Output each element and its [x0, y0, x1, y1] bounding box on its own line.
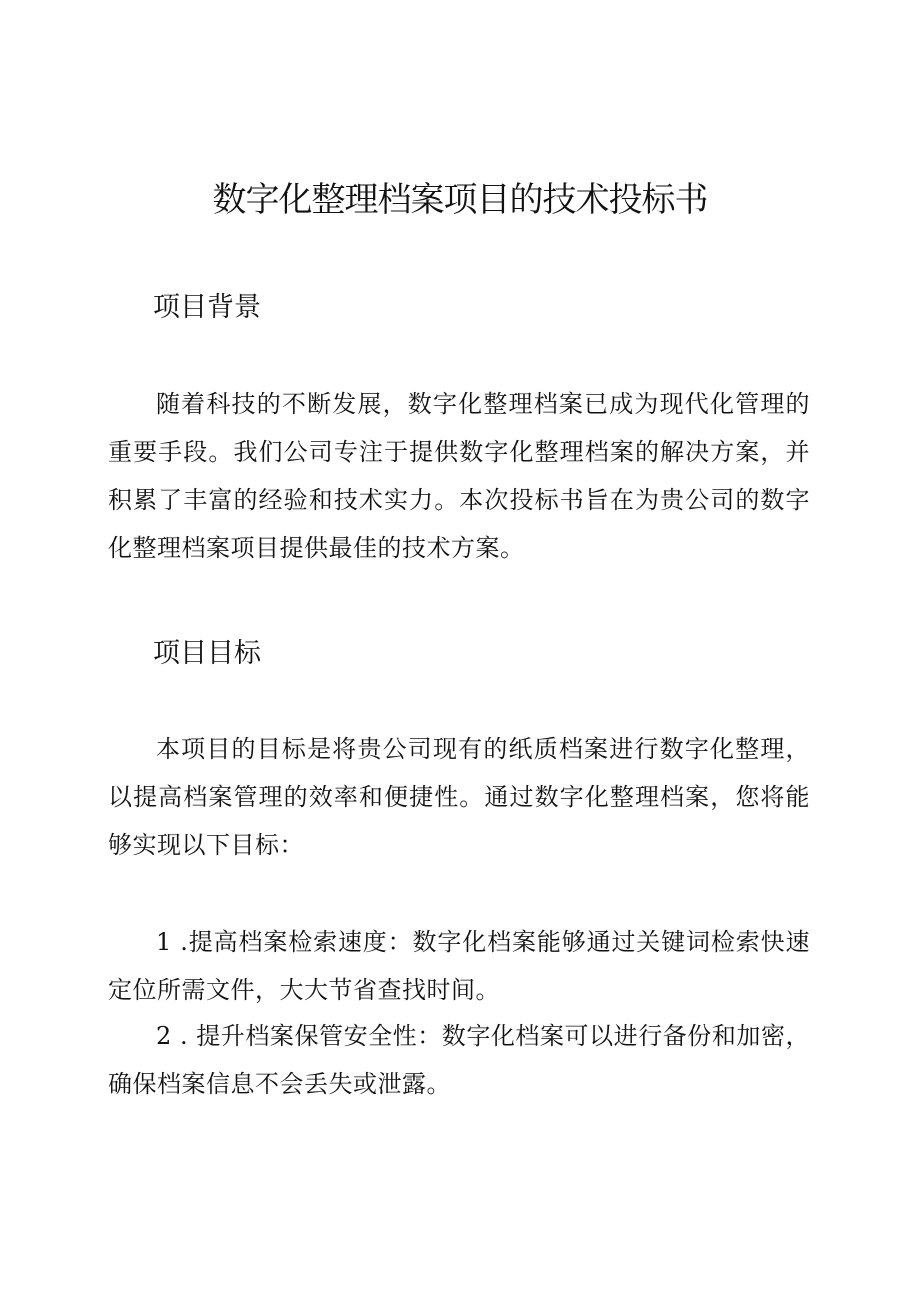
background-paragraph: 随着科技的不断发展，数字化整理档案已成为现代化管理的重要手段。我们公司专注于提供数字化整理档案的解决方案，并积累了丰富的经验和技术实力。本次投标书旨在为贵公司的数字化整理档案项目提供最佳的技术方案。	[108, 390, 810, 562]
section-heading-goals: 项目目标	[153, 638, 261, 669]
goal-list-item: 2 . 提升档案保管安全性：数字化档案可以进行备份和加密，确保档案信息不会丢失或泄露。	[108, 1022, 810, 1098]
document-title: 数字化整理档案项目的技术投标书	[212, 180, 708, 220]
goal-list-item: 1 .提高档案检索速度：数字化档案能够通过关键词检索快速定位所需文件，大大节省查找时间。	[108, 928, 810, 1004]
goals-paragraph: 本项目的目标是将贵公司现有的纸质档案进行数字化整理，以提高档案管理的效率和便捷性。通过数字化整理档案，您将能够实现以下目标：	[108, 735, 810, 859]
section-heading-background: 项目背景	[153, 292, 261, 323]
